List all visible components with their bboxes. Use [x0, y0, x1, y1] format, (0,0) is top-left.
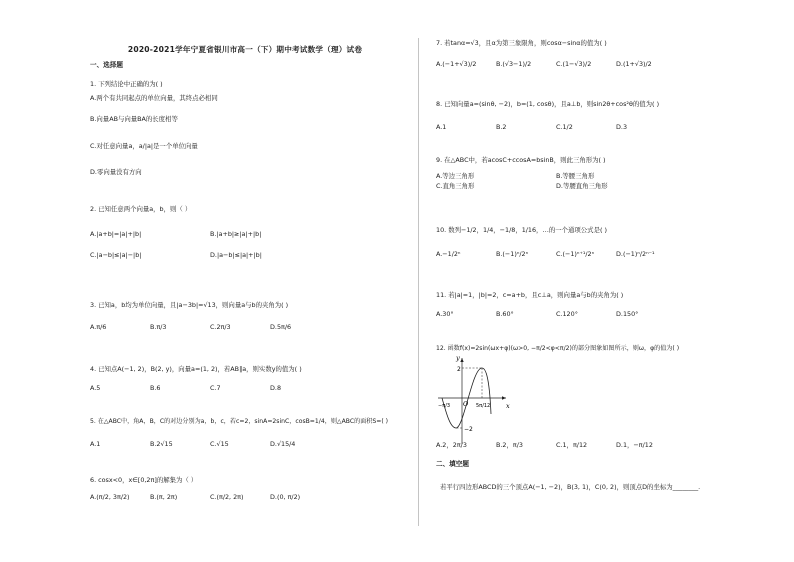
question-4-option-d: D.8	[270, 384, 282, 392]
question-3-option-d: D.5π/6	[270, 323, 292, 331]
question-2-stem: 2. 已知任意两个向量a，b，则（ ）	[90, 205, 192, 213]
question-8-option-d: D.3	[616, 123, 628, 131]
section-heading-fill: 二、填空题	[436, 460, 469, 468]
question-3-option-a: A.π/6	[90, 323, 107, 331]
question-5-option-a: A.1	[90, 440, 101, 448]
question-2-option-b: B.|a+b|≥|a|+|b|	[210, 230, 262, 238]
question-4-option-c: C.7	[210, 384, 221, 392]
question-7-option-c: C.(1−√3)/2	[556, 60, 592, 68]
question-9-option-c: C.直角三角形	[436, 182, 475, 190]
question-3-option-c: C.2π/3	[210, 323, 231, 331]
x-right-label: 5π/12	[476, 403, 491, 409]
y-min-label: −2	[464, 426, 473, 433]
question-11-option-c: C.120°	[556, 310, 578, 318]
question-5-stem: 5. 在△ABC中，角A，B，C的对边分别为a，b，c，若c=2，sinA=2sinC，cosB=1/4，则△ABC的面积S=( )	[90, 418, 389, 425]
question-7-option-a: A.(−1+√3)/2	[436, 60, 477, 68]
x-axis-label: x	[506, 402, 510, 410]
question-12-sine-graph	[436, 352, 554, 452]
question-3-option-b: B.π/3	[150, 323, 167, 331]
y-axis-arrow	[460, 358, 463, 362]
question-9-option-a: A.等边三角形	[436, 172, 475, 180]
question-11-stem: 11. 若|a|=1，|b|=2，c=a+b，且c⊥a，则向量a与b的夹角为( )	[436, 291, 624, 299]
question-8-option-c: C.1/2	[556, 123, 573, 131]
question-8-option-a: A.1	[436, 123, 447, 131]
question-3-stem: 3. 已知a，b均为单位向量，且|a−3b|=√13，则向量a与b的夹角为( )	[90, 301, 289, 309]
question-5-option-b: B.2√15	[150, 440, 173, 448]
question-6-option-b: B.(π, 2π)	[150, 493, 178, 501]
question-9-option-d: D.等腰直角三角形	[556, 182, 608, 190]
question-5-option-c: C.√15	[210, 440, 229, 448]
question-9-option-b: B.等腰三角形	[556, 172, 595, 180]
question-11-option-d: D.150°	[616, 310, 639, 318]
y-max-label: 2	[457, 366, 461, 373]
question-11-option-b: B.60°	[496, 310, 514, 318]
question-2-option-d: D.|a−b|≤|a|+|b|	[210, 251, 262, 259]
section-heading-choice: 一、选择题	[90, 61, 123, 69]
question-10-option-c: C.(−1)ⁿ⁺¹/2ⁿ	[556, 250, 595, 258]
question-10-option-a: A.−1/2ⁿ	[436, 250, 461, 258]
question-6-stem: 6. cosx<0，x∈[0,2π]的解集为（ ）	[90, 476, 198, 484]
question-10-stem: 10. 数列−1/2，1/4，−1/8，1/16，…的一个通项公式是( )	[436, 226, 607, 234]
question-6-option-a: A.(π/2, 3π/2)	[90, 493, 130, 501]
question-13-stem: 若平行四边形ABCD的三个顶点A(−1, −2)，B(3, 1)，C(0, 2)，则顶点D的坐标为________.	[440, 483, 701, 491]
question-1-option-a: A.两个有共同起点的单位向量，其终点必相同	[90, 94, 218, 102]
question-7-option-d: D.(1+√3)/2	[616, 60, 652, 68]
question-12-option-d: D.1，−π/12	[616, 441, 653, 449]
question-2-option-c: C.|a−b|≤|a|−|b|	[90, 251, 142, 259]
question-2-option-a: A.|a+b|=|a|+|b|	[90, 230, 142, 238]
question-6-option-c: C.(π/2, 2π)	[210, 493, 244, 501]
question-9-stem: 9. 在△ABC中，若acosC+ccosA=bsinB，则此三角形为( )	[436, 156, 606, 164]
question-4-option-b: B.6	[150, 384, 161, 392]
question-12-option-c: C.1，π/12	[556, 441, 588, 449]
origin-label: O	[463, 400, 469, 408]
question-7-stem: 7. 若tanα=√3，且α为第三象限角，则cosα−sinα的值为( )	[436, 39, 607, 47]
question-8-stem: 8. 已知向量a=(sinθ, −2)，b=(1, cosθ)，且a⊥b，则sin2θ+cos²θ的值为( )	[436, 100, 660, 108]
question-1-stem: 1. 下列结论中正确的为( )	[90, 80, 163, 88]
question-12-option-a: A.2，2π/3	[436, 441, 467, 449]
question-12-option-b: B.2，π/3	[496, 441, 523, 449]
question-1-option-d: D.零向量没有方向	[90, 168, 142, 176]
question-10-option-b: B.(−1)ⁿ/2ⁿ	[496, 250, 529, 258]
question-6-option-d: D.(0, π/2)	[270, 493, 301, 501]
question-5-option-d: D.√15/4	[270, 440, 296, 448]
question-11-option-a: A.30°	[436, 310, 454, 318]
question-7-option-b: B.(√3−1)/2	[496, 60, 532, 68]
question-10-option-d: D.(−1)ⁿ/2ⁿ⁻¹	[616, 250, 655, 258]
column-divider	[418, 38, 419, 526]
question-12-stem: 12. 函数f(x)=2sin(ωx+φ)(ω>0, −π/2<φ<π/2)的部分图象如图所示，则ω，φ的值为( )	[436, 345, 680, 352]
question-4-option-a: A.5	[90, 384, 101, 392]
question-1-option-b: B.向量AB与向量BA的长度相等	[90, 115, 178, 123]
x-left-label: −π/3	[438, 403, 451, 409]
y-axis-label: y	[456, 354, 460, 362]
question-4-stem: 4. 已知点A(−1, 2)，B(2, y)，向量a=(1, 2)，若AB∥a，则实数y的值为( )	[90, 365, 302, 373]
question-1-option-c: C.对任意向量a，a/|a|是一个单位向量	[90, 142, 198, 150]
question-8-option-b: B.2	[496, 123, 507, 131]
x-axis-arrow	[502, 396, 506, 399]
page-title: 2020-2021学年宁夏省银川市高一（下）期中考试数学（理）试卷	[127, 45, 363, 54]
